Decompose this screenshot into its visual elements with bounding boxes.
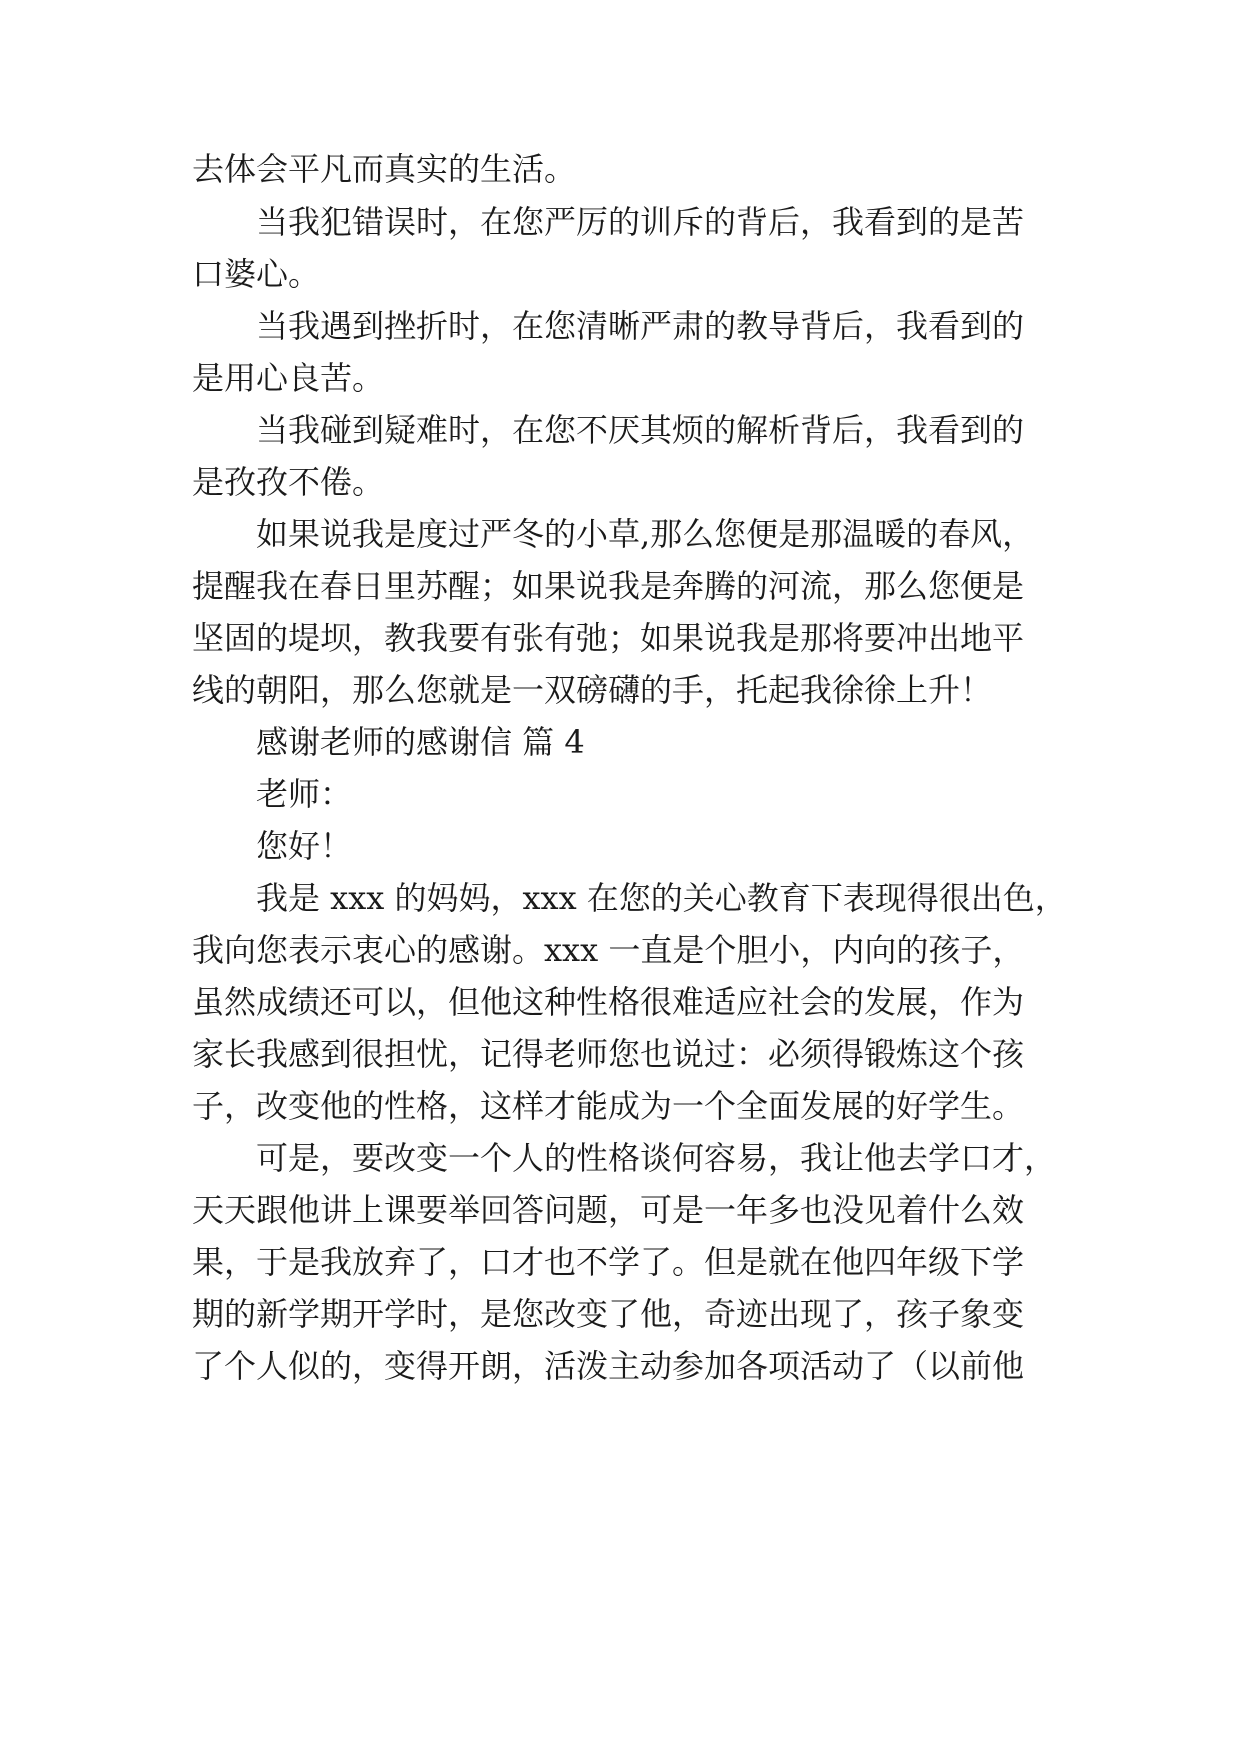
text-line: 子，改变他的性格，这样才能成为一个全面发展的好学生。	[192, 1087, 1025, 1125]
text-line: 了个人似的，变得开朗，活泼主动参加各项活动了（以前他	[192, 1347, 1025, 1385]
paragraph-line: 当我碰到疑难时，在您不厌其烦的解析背后，我看到的	[256, 411, 1025, 449]
text-line: 果，于是我放弃了，口才也不学了。但是就在他四年级下学	[192, 1243, 1025, 1281]
paragraph-line: 当我犯错误时，在您严厉的训斥的背后，我看到的是苦	[256, 203, 1025, 241]
text-line: 坚固的堤坝，教我要有张有弛；如果说我是那将要冲出地平	[192, 619, 1025, 657]
text-line: 虽然成绩还可以，但他这种性格很难适应社会的发展，作为	[192, 983, 1025, 1021]
text-line: 是用心良苦。	[192, 359, 385, 397]
text-line: 天天跟他讲上课要举回答问题，可是一年多也没见着什么效	[192, 1191, 1025, 1229]
text-line: 提醒我在春日里苏醒；如果说我是奔腾的河流，那么您便是	[192, 567, 1025, 605]
text-line: 家长我感到很担忧，记得老师您也说过：必须得锻炼这个孩	[192, 1035, 1025, 1073]
paragraph-line: 当我遇到挫折时，在您清晰严肃的教导背后，我看到的	[256, 307, 1025, 345]
section-heading: 感谢老师的感谢信 篇 4	[256, 723, 585, 761]
paragraph-line: 如果说我是度过严冬的小草,那么您便是那温暖的春风，	[256, 515, 1035, 553]
text-line: 口婆心。	[192, 255, 321, 293]
greeting: 您好！	[256, 827, 353, 865]
salutation: 老师：	[256, 775, 353, 813]
paragraph-line: 我是 xxx 的妈妈，xxx 在您的关心教育下表现得很出色，	[256, 879, 1067, 917]
text-line: 线的朝阳，那么您就是一双磅礴的手，托起我徐徐上升！	[192, 671, 993, 709]
text-line: 去体会平凡而真实的生活。	[192, 150, 577, 188]
paragraph-line: 可是，要改变一个人的性格谈何容易，我让他去学口才，	[256, 1139, 1057, 1177]
text-line: 我向您表示衷心的感谢。xxx 一直是个胆小，内向的孩子，	[192, 931, 1025, 969]
text-line: 是孜孜不倦。	[192, 463, 385, 501]
text-line: 期的新学期开学时，是您改变了他，奇迹出现了，孩子象变	[192, 1295, 1025, 1333]
